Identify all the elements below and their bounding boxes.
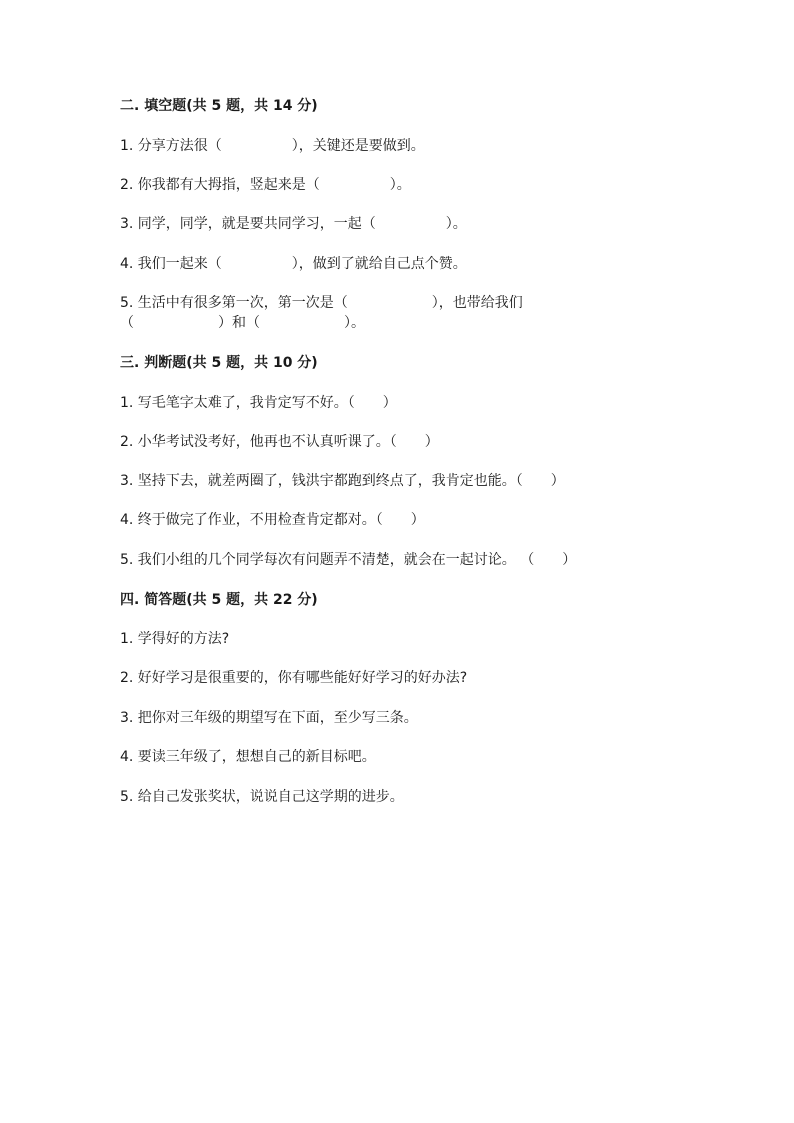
section-2-heading: 二. 填空题(共 5 题，共 14 分) <box>120 98 318 114</box>
fill-question-5-line-1: 5. 生活中有很多第一次，第一次是（ ），也带给我们 <box>120 295 523 311</box>
short-answer-question-1: 1. 学得好的方法? <box>120 631 230 647</box>
fill-question-5-line-2: （ ）和（ ）。 <box>120 315 365 331</box>
judge-question-1: 1. 写毛笔字太难了，我肯定写不好。（ ） <box>120 395 397 411</box>
section-3-heading: 三. 判断题(共 5 题，共 10 分) <box>120 355 318 371</box>
fill-question-3: 3. 同学，同学，就是要共同学习，一起（ ）。 <box>120 216 467 232</box>
section-4-heading: 四. 简答题(共 5 题，共 22 分) <box>120 592 318 608</box>
short-answer-question-3: 3. 把你对三年级的期望写在下面，至少写三条。 <box>120 710 418 726</box>
short-answer-question-5: 5. 给自己发张奖状，说说自己这学期的进步。 <box>120 789 404 805</box>
judge-question-5: 5. 我们小组的几个同学每次有问题弄不清楚，就会在一起讨论。 （ ） <box>120 552 577 568</box>
short-answer-question-4: 4. 要读三年级了，想想自己的新目标吧。 <box>120 749 376 765</box>
fill-question-1: 1. 分享方法很（ ），关键还是要做到。 <box>120 138 425 154</box>
short-answer-question-2: 2. 好好学习是很重要的，你有哪些能好好学习的好办法? <box>120 670 468 686</box>
judge-question-2: 2. 小华考试没考好，他再也不认真听课了。（ ） <box>120 434 439 450</box>
fill-question-2: 2. 你我都有大拇指，竖起来是（ ）。 <box>120 177 411 193</box>
fill-question-4: 4. 我们一起来（ ），做到了就给自己点个赞。 <box>120 256 467 272</box>
judge-question-4: 4. 终于做完了作业，不用检查肯定都对。（ ） <box>120 512 425 528</box>
judge-question-3: 3. 坚持下去，就差两圈了，钱洪宇都跑到终点了，我肯定也能。（ ） <box>120 473 565 489</box>
